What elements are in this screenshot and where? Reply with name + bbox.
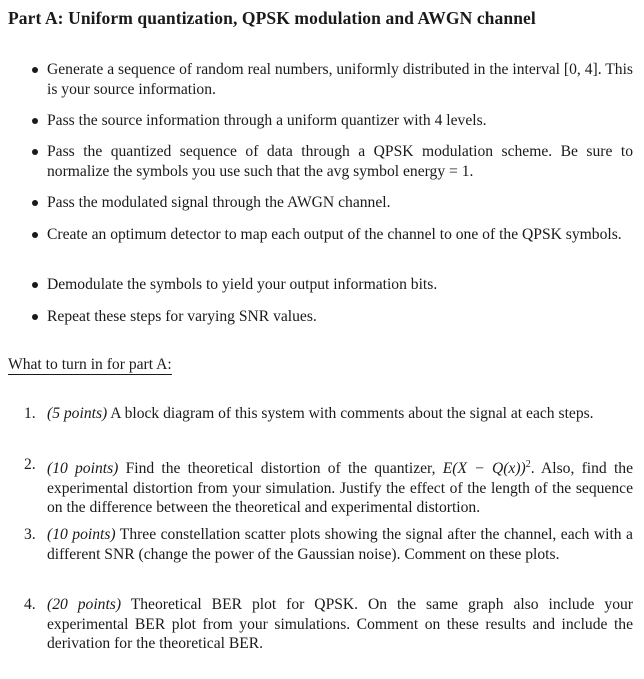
item-points: (5 points) — [47, 405, 108, 422]
bullet-item: Pass the source information through a uniform quantizer with 4 levels. — [47, 111, 633, 131]
bullet-dot-icon — [32, 118, 38, 124]
bullet-item: Pass the quantized sequence of data through a QPSK modulation scheme. Be sure to normalize the symbols you use such that the avg symbol energy = 1. — [47, 142, 633, 181]
formula-exponent: 2 — [525, 459, 531, 470]
bullet-item: Generate a sequence of random real numbers, uniformly distributed in the interval [0, 4]. This is your source information. — [47, 60, 633, 99]
item-number: 1. — [24, 405, 36, 422]
item-number: 2. — [24, 456, 36, 473]
section-title: Part A: Uniform quantization, QPSK modulation and AWGN channel — [8, 8, 536, 28]
bullet-dot-icon — [32, 67, 38, 73]
bullet-dot-icon — [32, 149, 38, 155]
bullet-item: Repeat these steps for varying SNR values. — [47, 307, 633, 327]
bullet-dot-icon — [32, 232, 38, 238]
item-points: (10 points) — [47, 526, 116, 543]
turn-in-heading: What to turn in for part A: — [8, 356, 172, 373]
deliverable-item: 4. (20 points) Theoretical BER plot for QPSK. On the same graph also include your experimental BER plot from your simulations. Comment on these results and include the derivation for the theoretical BER. — [24, 596, 633, 652]
distortion-formula: E(X − Q(x)) — [442, 460, 526, 477]
deliverable-item: 3. (10 points) Three constellation scatter plots showing the signal after the channel, each with a different SNR (change the power of the Gaussian noise). Comment on these plots. — [24, 526, 633, 563]
bullet-item: Demodulate the symbols to yield your output information bits. — [47, 275, 633, 295]
item-points: (10 points) — [47, 460, 119, 477]
bullet-dot-icon — [32, 314, 38, 320]
item-number: 3. — [24, 526, 36, 543]
bullet-item: Pass the modulated signal through the AWGN channel. — [47, 193, 633, 213]
bullet-dot-icon — [32, 200, 38, 206]
item-number: 4. — [24, 596, 36, 613]
bullet-item: Create an optimum detector to map each output of the channel to one of the QPSK symbols. — [47, 225, 633, 245]
item-points: (20 points) — [47, 596, 122, 613]
bullet-dot-icon — [32, 282, 38, 288]
deliverable-item: 1. (5 points) A block diagram of this system with comments about the signal at each steps. — [24, 405, 594, 422]
deliverable-item: 2. (10 points) Find the theoretical distortion of the quantizer, $E(X - Q(x))^2$. Also, find the experimental distortion from your simulation. Justify the effect of the length of the sequence on the difference between the theoretical and experimental distortion. — [24, 456, 634, 516]
